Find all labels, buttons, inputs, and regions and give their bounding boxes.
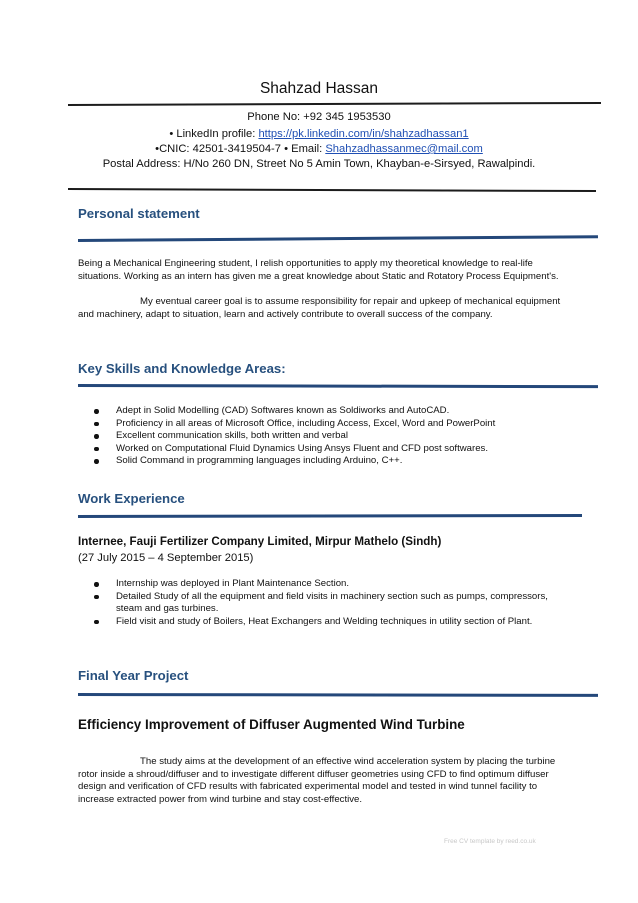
- work-experience-heading: Work Experience: [78, 491, 185, 506]
- work-company: Internee, Fauji Fertilizer Company Limited, Mirpur Mathelo (Sindh): [78, 535, 442, 548]
- skills-heading: Key Skills and Knowledge Areas:: [78, 361, 286, 376]
- email-link[interactable]: Shahzadhassanmec@mail.com: [325, 143, 483, 155]
- skill-item: Solid Command in programming languages including Arduino, C++.: [78, 455, 568, 468]
- linkedin-label: • LinkedIn profile:: [169, 128, 259, 140]
- header-rule-top: [68, 102, 601, 106]
- cnic-label: •CNIC: 42501-3419504-7 • Email:: [155, 143, 326, 155]
- work-item: Detailed Study of all the equipment and field visits in machinery section such as pumps, compressors, steam and gas turbines.: [78, 591, 548, 616]
- skill-item: Excellent communication skills, both written and verbal: [78, 430, 568, 443]
- project-description: The study aims at the development of an effective wind acceleration system by placing the turbine rotor inside a shroud/diffuser and to investigate different diffuser geometries using CFD to find optimum diffuser design and verification of CFD results with fabricated experimental model and tested in wind tunnel facility to increase extracted power from wind turbine and stay cost-effective.: [78, 756, 556, 805]
- work-dates: (27 July 2015 – 4 September 2015): [78, 552, 254, 564]
- work-list: [78, 578, 548, 628]
- skill-item: Adept in Solid Modelling (CAD) Softwares known as Soldiworks and AutoCAD.: [78, 405, 568, 418]
- work-item: Field visit and study of Boilers, Heat Exchangers and Welding techniques in utility section of Plant.: [78, 616, 548, 629]
- personal-statement-paragraph-1: Being a Mechanical Engineering student, I relish opportunities to apply my theoretical knowledge to real-life situations. Working as an intern has given me a great knowledge about Static and Rotatory Process Equipment's.: [78, 258, 559, 282]
- cnic-email-line: [0, 142, 638, 157]
- skills-list: [78, 405, 568, 468]
- linkedin-link[interactable]: https://pk.linkedin.com/in/shahzadhassan1: [258, 128, 469, 140]
- header-rule-bottom: [68, 188, 596, 192]
- postal-address: Postal Address: H/No 260 DN, Street No 5 Amin Town, Khayban-e-Sirsyed, Rawalpindi.: [102, 158, 536, 170]
- phone-line: Phone No: +92 345 1953530: [247, 111, 391, 123]
- linkedin-line: [0, 127, 638, 142]
- project-title: Efficiency Improvement of Diffuser Augmented Wind Turbine: [78, 717, 465, 732]
- personal-statement-paragraph-2: My eventual career goal is to assume responsibility for repair and upkeep of mechanical equipment and machinery, adapt to situation, learn and actively contribute to overall success of the company.: [78, 296, 561, 320]
- watermark: Free CV template by reed.co.uk: [444, 838, 536, 845]
- project-heading: Final Year Project: [78, 668, 189, 683]
- skill-item: Proficiency in all areas of Microsoft Office, including Access, Excel, Word and PowerPoint: [78, 418, 568, 431]
- work-experience-rule: [78, 514, 582, 518]
- personal-statement-heading: Personal statement: [78, 206, 200, 221]
- project-rule: [78, 693, 598, 697]
- candidate-name: Shahzad Hassan: [259, 80, 379, 97]
- skills-rule: [78, 384, 598, 388]
- personal-statement-rule: [78, 235, 598, 242]
- work-item: Internship was deployed in Plant Maintenance Section.: [78, 578, 548, 591]
- skill-item: Worked on Computational Fluid Dynamics Using Ansys Fluent and CFD post softwares.: [78, 443, 568, 456]
